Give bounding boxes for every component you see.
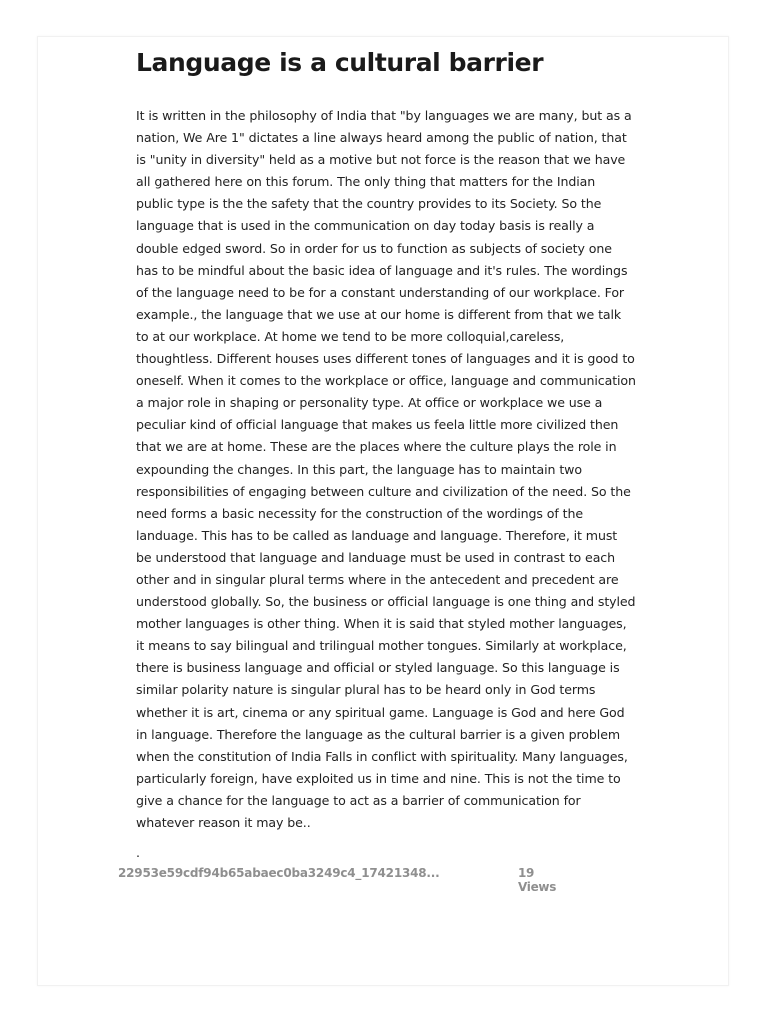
document-title: Language is a cultural barrier [136, 48, 544, 77]
trailing-mark: . [136, 845, 141, 861]
document-body: It is written in the philosophy of India that "by languages we are many, but as a nation, We Are 1" dictates a line always heard among the public of nation, that is "unity in diversity" held as a motive but not force is the reason that we have all gathered here on this forum. The only thing that matters for the Indian public type is the the safety that the country provides to its Society. So the language that is used in the communication on day today basis is really a double edged sword. So in order for us to function as subjects of society one has to be mindful about the basic idea of language and it's rules. The wordings of the language need to be for a constant understanding of our workplace. For example., the language that we use at our home is different from that we talk to at our workplace. At home we tend to be more colloquial,careless, thoughtless. Different houses uses different tones of languages and it is good to oneself. When it comes to the workplace or office, language and communication a major role in shaping or personality type. At office or workplace we use a peculiar kind of official language that makes us feela little more civilized then that we are at home. These are the places where the culture plays the role in expounding the changes. In this part, the language has to maintain two responsibilities of engaging between culture and civilization of the need. So the need forms a basic necessity for the construction of the wordings of the landuage. This has to be called as landuage and language. Therefore, it must be understood that language and landuage must be used in contrast to each other and in singular plural terms where in the antecedent and precedent are understood globally. So, the business or official language is one thing and styled mother languages is other thing. When it is said that styled mother languages, it means to say bilingual and trilingual mother tongues. Similarly at workplace, there is business language and official or styled language. So this language is similar polarity nature is singular plural has to be heard only in God terms whether it is art, cinema or any spiritual game. Language is God and here God in language. Therefore the language as the cultural barrier is a given problem when the constitution of India Falls in conflict with spirituality. Many languages, particularly foreign, have exploited us in time and nine. This is not the time to give a chance for the language to act as a barrier of communication for whatever reason it may be.. [136, 108, 636, 830]
document-page [37, 36, 729, 986]
document-id-link[interactable]: 22953e59cdf94b65abaec0ba3249c4_17421348... [118, 866, 440, 880]
document-content [136, 47, 636, 864]
view-count: 19 Views [518, 866, 557, 894]
